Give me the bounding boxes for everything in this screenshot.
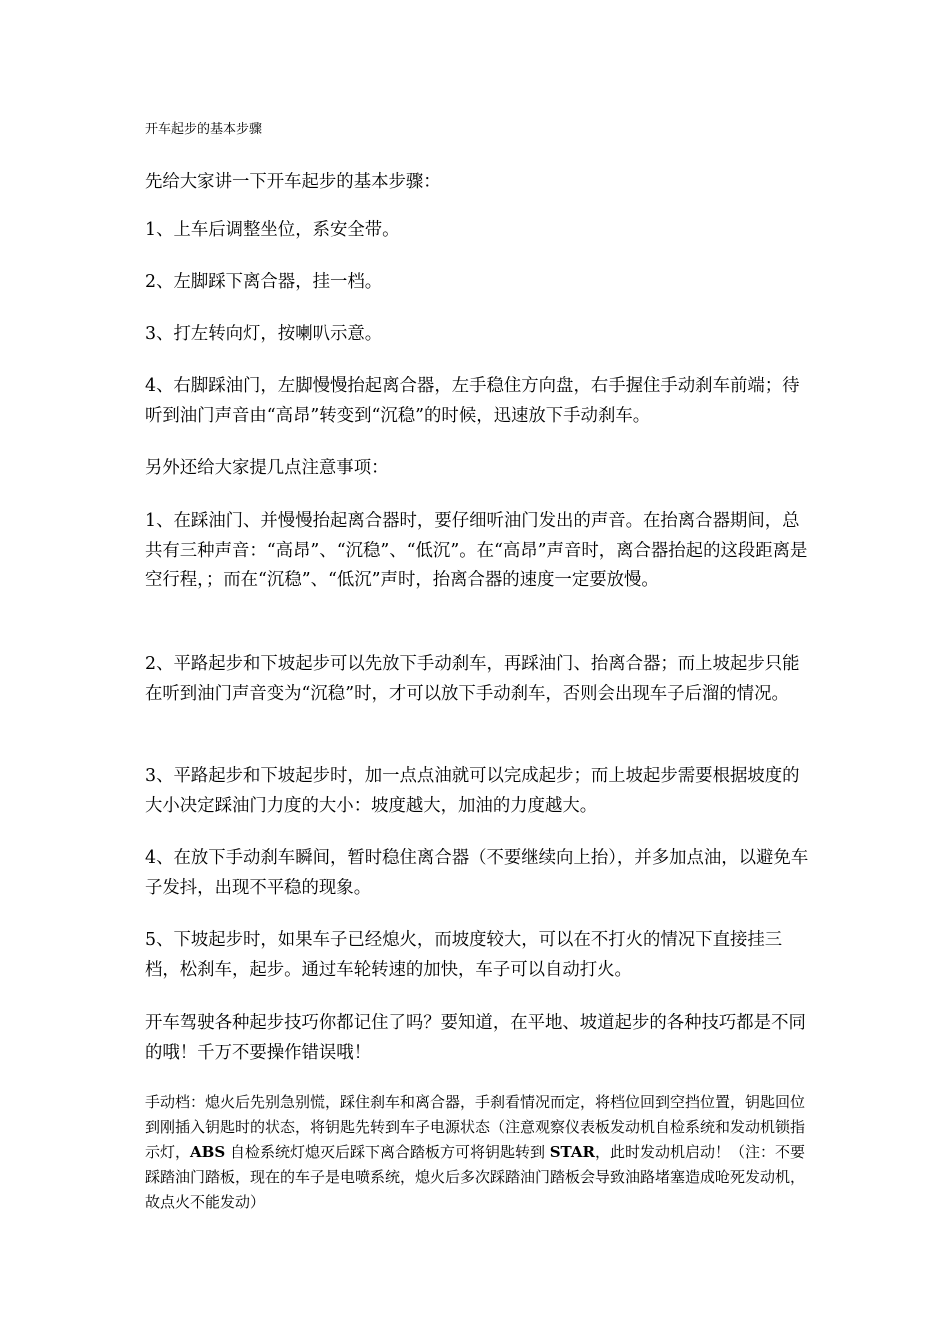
manual-note-abs: ABS [190,1143,226,1161]
step-1: 1、上车后调整坐位，系安全带。 [145,220,400,240]
document-title: 开车起步的基本步骤 [145,122,263,137]
note-1: 1、在踩油门、并慢慢抬起离合器时，要仔细听油门发出的声音。在抬离合器期间，总共有三种声音：“高昂”、“沉稳”、“低沉”。在“高昂”声音时，离合器抬起的这段距离是空行程，；而在“沉稳”、“低沉”声时，抬离合器的速度一定要放慢。 [145,511,808,590]
manual-transmission-note [145,1090,813,1215]
note-5: 5、下坡起步时，如果车子已经熄火，而坡度较大，可以在不打火的情况下直接挂三档，松刹车，起步。通过车轮转速的加快，车子可以自动打火。 [145,930,783,980]
manual-note-star: STAR [549,1143,595,1161]
note-4: 4、在放下手动刹车瞬间，暂时稳住离合器（不要继续向上抬），并多加点油，以避免车子发抖，出现不平稳的现象。 [145,848,809,898]
note-3: 3、平路起步和下坡起步时，加一点点油就可以完成起步；而上坡起步需要根据坡度的大小决定踩油门力度的大小：坡度越大，加油的力度越大。 [145,766,800,816]
step-3: 3、打左转向灯，按喇叭示意。 [145,324,383,344]
intro-paragraph: 先给大家讲一下开车起步的基本步骤： [145,172,441,192]
manual-note-part-1: 手动档：熄火后先别急别慌，踩住刹车和离合器，手刹看情况而定，将档位回到空挡位置，钥匙回位到刚插入钥匙时的状态，将钥匙先转到车子电源状态（注意观察仪表板发动机自检系统和发动机锁指示灯， [145,1093,806,1161]
manual-note-part-2: 自检系统灯熄灭后踩下离合踏板方可将钥匙转到 [225,1143,550,1161]
manual-note-part-3: ，此时发动机启动！（注：不要踩踏油门踏板，现在的车子是电喷系统，熄火后多次踩踏油门踏板会导致油路堵塞造成呛死发动机，故点火不能发动） [145,1143,806,1211]
closing-paragraph: 开车驾驶各种起步技巧你都记住了吗？要知道，在平地、坡道起步的各种技巧都是不同的哦！千万不要操作错误哦！ [145,1013,806,1063]
step-4: 4、右脚踩油门，左脚慢慢抬起离合器，左手稳住方向盘，右手握住手动刹车前端；待听到油门声音由“高昂”转变到“沉稳”的时候，迅速放下手动刹车。 [145,376,800,426]
note-2: 2、平路起步和下坡起步可以先放下手动刹车，再踩油门、抬离合器；而上坡起步只能在听到油门声音变为“沉稳”时，才可以放下手动刹车，否则会出现车子后溜的情况。 [145,654,800,704]
step-2: 2、左脚踩下离合器，挂一档。 [145,272,383,292]
notes-intro: 另外还给大家提几点注意事项： [145,458,389,478]
